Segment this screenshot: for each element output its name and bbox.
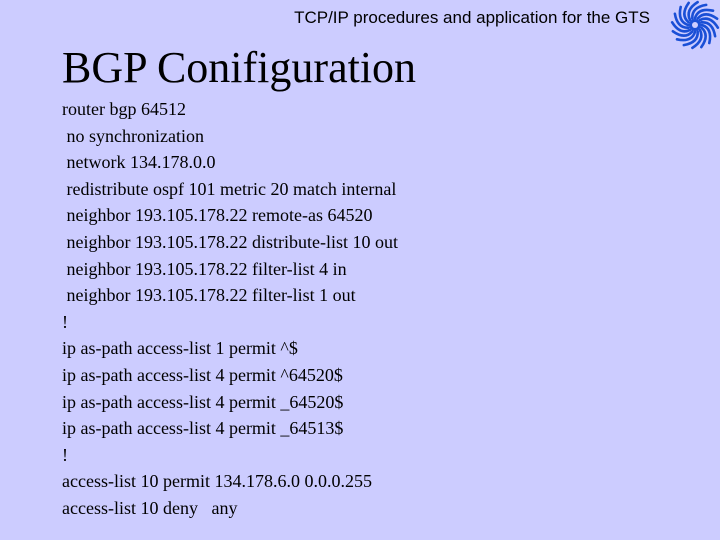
slide-title: BGP Conifiguration	[62, 43, 417, 92]
code-line: neighbor 193.105.178.22 distribute-list 10 out	[62, 231, 398, 252]
code-line: network 134.178.0.0	[62, 152, 216, 173]
code-line: redistribute ospf 101 metric 20 match internal	[62, 178, 397, 199]
code-line: !	[62, 444, 68, 465]
code-line: !	[62, 311, 68, 332]
header-title: TCP/IP procedures and application for the GTS	[294, 8, 650, 27]
code-line: no synchronization	[62, 125, 204, 146]
code-line: access-list 10 deny any	[62, 497, 238, 518]
code-line: neighbor 193.105.178.22 remote-as 64520	[62, 205, 373, 226]
config-code-list	[62, 96, 398, 522]
code-line: neighbor 193.105.178.22 filter-list 4 in	[62, 258, 347, 279]
code-line: neighbor 193.105.178.22 filter-list 1 out	[62, 285, 356, 306]
code-line: ip as-path access-list 4 permit _64520$	[62, 391, 344, 412]
code-line: router bgp 64512	[62, 99, 186, 119]
code-line: ip as-path access-list 4 permit ^64520$	[62, 364, 343, 385]
code-line: ip as-path access-list 1 permit ^$	[62, 338, 298, 359]
spiral-logo-icon	[670, 0, 720, 50]
code-line: access-list 10 permit 134.178.6.0 0.0.0.255	[62, 471, 372, 492]
code-line: ip as-path access-list 4 permit _64513$	[62, 418, 344, 439]
